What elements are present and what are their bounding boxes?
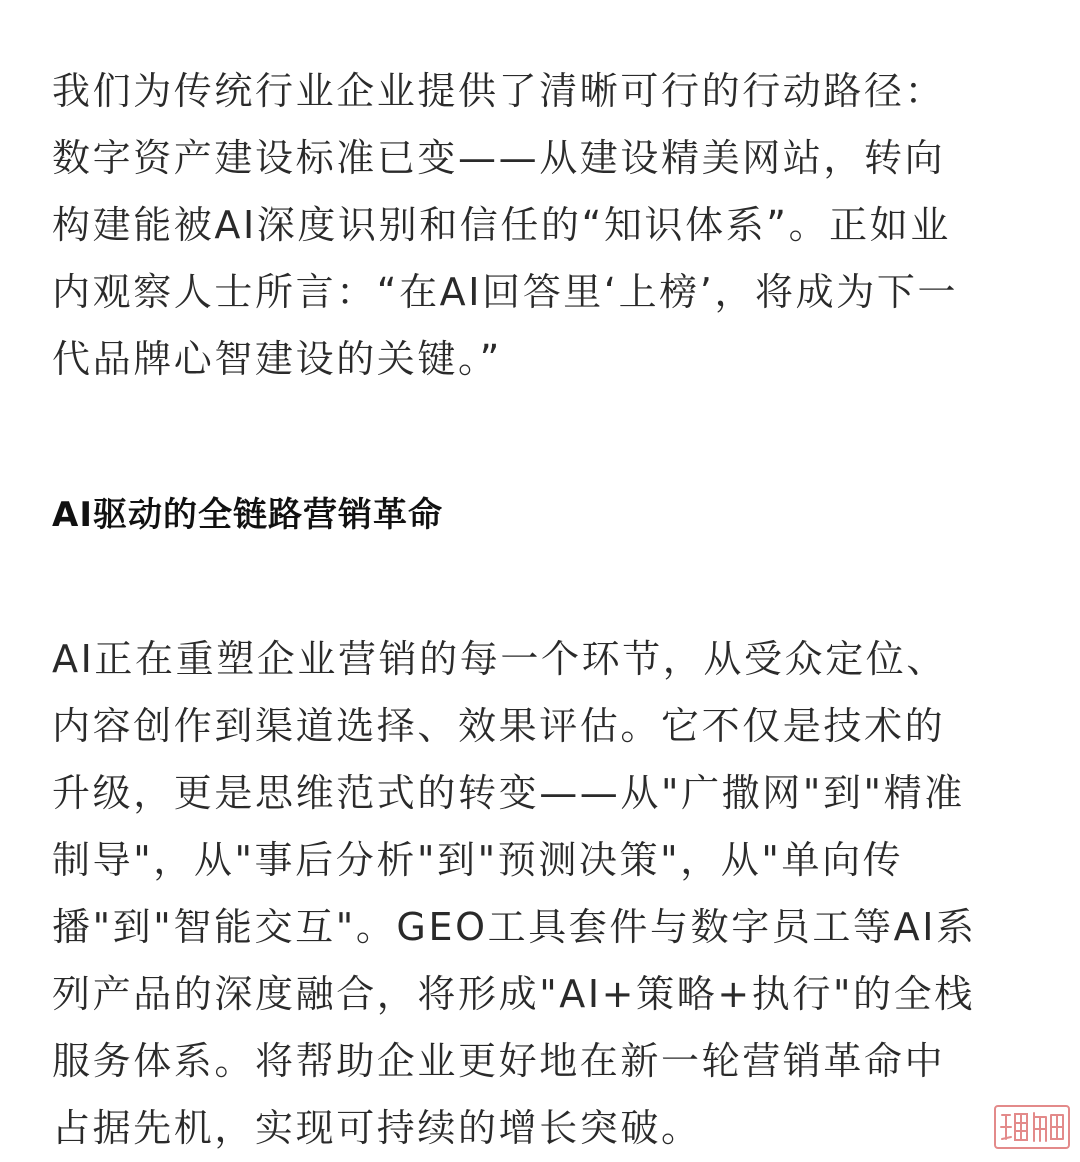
paragraph-line: 服务体系。将帮助企业更好地在新一轮营销革命中 bbox=[52, 1039, 946, 1083]
paragraph-line: 播"到"智能交互"。GEO工具套件与数字员工等AI系 bbox=[52, 905, 977, 949]
paragraph-body bbox=[52, 626, 1042, 1162]
paragraph-line: 构建能被AI深度识别和信任的“知识体系”。正如业 bbox=[52, 203, 951, 247]
paragraph-line: 内观察人士所言：“在AI回答里‘上榜’，将成为下一 bbox=[52, 270, 959, 314]
paragraph-line: 我们为传统行业企业提供了清晰可行的行动路径： bbox=[52, 69, 946, 113]
paragraph-line: 代品牌心智建设的关键。” bbox=[52, 337, 502, 381]
paragraph-intro bbox=[52, 58, 1042, 393]
paragraph-line: 制导"，从"事后分析"到"预测决策"，从"单向传 bbox=[52, 838, 904, 882]
article-body bbox=[52, 58, 1042, 1162]
paragraph-line: AI正在重塑企业营销的每一个环节，从受众定位、 bbox=[52, 637, 948, 681]
paragraph-line: 升级，更是思维范式的转变——从"广撒网"到"精准 bbox=[52, 771, 965, 815]
section-heading: AI驱动的全链路营销革命 bbox=[52, 495, 443, 535]
seal-stamp-icon bbox=[994, 1105, 1070, 1149]
paragraph-line: 内容创作到渠道选择、效果评估。它不仅是技术的 bbox=[52, 704, 946, 748]
paragraph-line: 数字资产建设标准已变——从建设精美网站，转向 bbox=[52, 136, 946, 180]
paragraph-line: 列产品的深度融合，将形成"AI+策略+执行"的全栈 bbox=[52, 972, 975, 1016]
paragraph-line: 占据先机，实现可持续的增长突破。 bbox=[52, 1106, 702, 1150]
